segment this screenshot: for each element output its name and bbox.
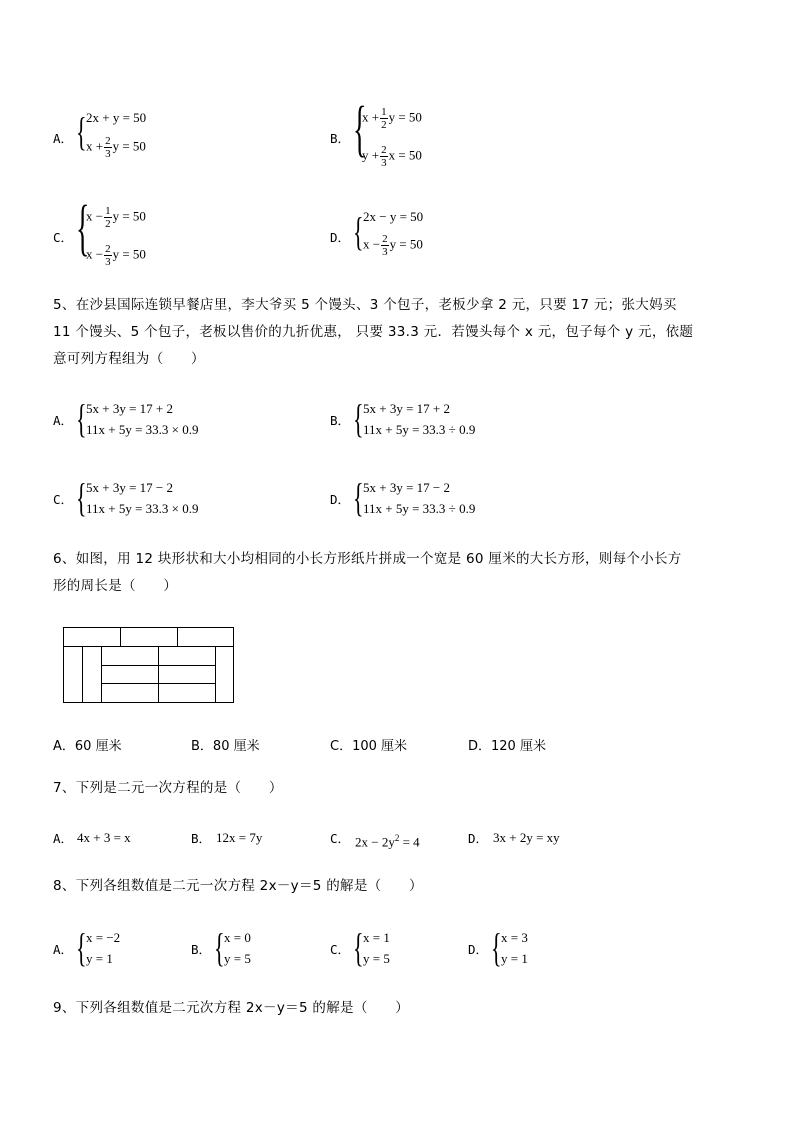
equation-line: 5x + 3y = 17 + 2 <box>86 401 173 416</box>
figure-line <box>215 646 216 702</box>
equation-line: x − $\frac{2}{3}$ y = 50 <box>363 233 423 258</box>
option-label: A． <box>53 413 74 428</box>
equation-line: x = 3 <box>501 930 528 945</box>
brace: { <box>353 925 364 970</box>
q6-option-d[interactable]: D．120 厘米 <box>468 739 546 754</box>
figure-line <box>82 646 83 702</box>
question-5-text: 5、在沙县国际连锁早餐店里，李大爷买 5 个馒头、3 个包子，老板少拿 2 元，只要 17 元；张大妈买 11 个馒头、5 个包子，老板以售价的九折优惠， 只要 33.3 元．若馒头每个 x 元，包子每个 y 元，依题 意可列方程组为（ ） <box>53 297 694 367</box>
figure-line <box>120 628 121 646</box>
equation-line: x + $\frac{2}{3}$ y = 50 <box>86 135 146 160</box>
equation: 3x + 2y = xy <box>493 830 560 845</box>
equation-line: y = 1 <box>501 951 528 966</box>
brace: { <box>76 475 87 520</box>
brace: { <box>214 925 225 970</box>
option-label: B． <box>330 131 351 146</box>
equation-line: y = 5 <box>224 951 251 966</box>
q6-option-c[interactable]: C．100 厘米 <box>330 739 408 754</box>
option-label: D． <box>330 492 351 507</box>
option-label: D． <box>468 831 489 846</box>
option-label: C． <box>53 492 74 507</box>
equation-line: 5x + 3y = 17 − 2 <box>86 480 173 495</box>
equation-line: 5x + 3y = 17 + 2 <box>363 401 450 416</box>
equation-line: x − $\frac{1}{2}$ y = 50 <box>86 205 146 230</box>
figure-line <box>177 628 178 646</box>
brace: { <box>491 925 502 970</box>
question-8-text: 8、下列各组数值是二元一次方程 2x－y＝5 的解是（ ） <box>53 878 423 894</box>
equation-line: x − $\frac{2}{3}$ y = 50 <box>86 243 146 268</box>
equation-line: 11x + 5y = 33.3 × 0.9 <box>86 501 199 516</box>
option-label: D． <box>330 230 351 245</box>
figure-line <box>158 646 159 702</box>
figure-line <box>101 665 215 666</box>
option-label: B． <box>191 831 212 846</box>
brace: { <box>353 475 364 520</box>
option-label: A． <box>53 942 74 957</box>
question-7-text: 7、下列是二元一次方程的是（ ） <box>53 780 283 796</box>
brace: { <box>353 396 364 441</box>
brace: { <box>76 925 87 970</box>
option-label: A． <box>53 831 74 846</box>
equation-line: y + $\frac{2}{3}$ x = 50 <box>362 144 422 169</box>
option-label: C． <box>330 942 351 957</box>
equation-line: x = 0 <box>224 930 251 945</box>
rectangle-tiling-figure <box>63 627 234 703</box>
option-label: C． <box>330 831 351 846</box>
question-6-text: 6、如图，用 12 块形状和大小均相同的小长方形纸片拼成一个宽是 60 厘米的大长方形，则每个小长方 形的周长是（ ） <box>53 551 682 594</box>
figure-line <box>64 646 233 647</box>
equation-line: x = 1 <box>363 930 390 945</box>
option-label: D． <box>468 942 489 957</box>
option-label: C． <box>53 230 74 245</box>
equation-line: 2x + y = 50 <box>86 110 147 125</box>
figure-line <box>101 683 215 684</box>
equation-line: 5x + 3y = 17 − 2 <box>363 480 450 495</box>
option-label: A． <box>53 131 74 146</box>
equation-line: x + $\frac{1}{2}$ y = 50 <box>362 106 422 131</box>
equation: 4x + 3 = x <box>77 830 131 845</box>
question-9-text: 9、下列各组数值是二元次方程 2x－y＝5 的解是（ ） <box>53 1000 410 1016</box>
equation-line: 2x − y = 50 <box>363 209 424 224</box>
brace: { <box>76 396 87 441</box>
brace: { <box>76 194 90 262</box>
figure-line <box>101 646 102 702</box>
equation-line: 11x + 5y = 33.3 ÷ 0.9 <box>363 501 476 516</box>
equation-line: y = 5 <box>363 951 390 966</box>
equation-line: x = −2 <box>86 930 121 945</box>
q6-option-b[interactable]: B．80 厘米 <box>191 739 260 754</box>
brace: { <box>353 95 367 163</box>
equation-line: y = 1 <box>86 951 113 966</box>
equation-line: 11x + 5y = 33.3 ÷ 0.9 <box>363 422 476 437</box>
equation: $2x - 2y^2 = 4$ <box>355 833 420 850</box>
option-label: B． <box>191 942 212 957</box>
q6-option-a[interactable]: A．60 厘米 <box>53 739 122 754</box>
option-label: B． <box>330 413 351 428</box>
equation-line: 11x + 5y = 33.3 × 0.9 <box>86 422 199 437</box>
brace: { <box>353 209 364 254</box>
equation: 12x = 7y <box>216 830 263 845</box>
brace: { <box>76 109 87 154</box>
